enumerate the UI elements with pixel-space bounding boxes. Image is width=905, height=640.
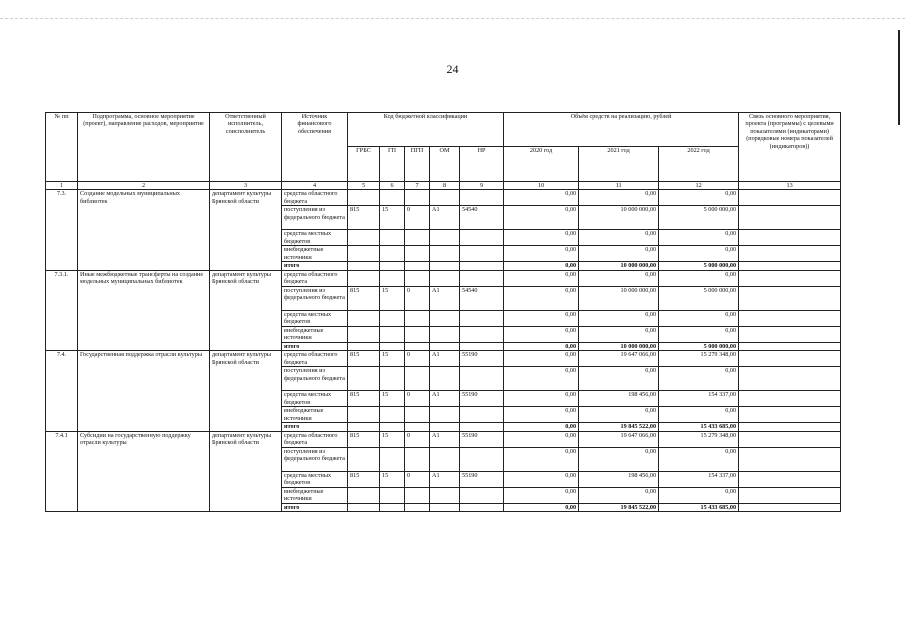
om-cell: A1	[430, 391, 460, 407]
column-number: 1	[46, 182, 78, 190]
header-2021: 2021 год	[579, 147, 659, 182]
header-source: Источник финансового обеспечения	[282, 113, 348, 182]
value-2020-cell: 0,00	[504, 230, 579, 246]
source-cell: внебюджетные источники	[282, 246, 348, 262]
scan-artifact-line	[0, 18, 905, 21]
grbs-cell	[348, 230, 380, 246]
header-program: Подпрограмма, основное мероприятие (проект), направление расходов, мероприятие	[78, 113, 210, 182]
value-2020-cell: 0,00	[504, 447, 579, 471]
value-2020-cell: 0,00	[504, 262, 579, 270]
value-2021-cell: 0,00	[579, 447, 659, 471]
grbs-cell	[348, 447, 380, 471]
om-cell	[430, 487, 460, 503]
gp-cell: 15	[380, 391, 405, 407]
pgp-cell	[405, 503, 430, 511]
value-2021-cell: 10 000 000,00	[579, 286, 659, 310]
column-number: 9	[460, 182, 504, 190]
value-2020-cell: 0,00	[504, 286, 579, 310]
value-2021-cell: 0,00	[579, 190, 659, 206]
grbs-cell: 815	[348, 206, 380, 230]
np-cell	[460, 342, 504, 350]
header-link: Связь основного мероприятия, проекта (программы) с целевыми показателями (индикаторами) (порядковые номера показателей (индикаторов))	[739, 113, 841, 182]
link-cell	[739, 447, 841, 471]
header-budget-code: Код бюджетной классификации	[348, 113, 504, 147]
header-no: № пп	[46, 113, 78, 182]
om-cell	[430, 270, 460, 286]
value-2020-cell: 0,00	[504, 326, 579, 342]
value-2021-cell: 0,00	[579, 326, 659, 342]
header-2022: 2022 год	[659, 147, 739, 182]
value-2021-cell: 0,00	[579, 367, 659, 391]
om-cell	[430, 342, 460, 350]
value-2021-cell: 0,00	[579, 246, 659, 262]
value-2020-cell: 0,00	[504, 431, 579, 447]
grbs-cell: 815	[348, 286, 380, 310]
executor-cell: департамент культуры Брянской области	[210, 351, 282, 431]
om-cell: A1	[430, 286, 460, 310]
om-cell	[430, 447, 460, 471]
table-body	[46, 190, 841, 512]
gp-cell	[380, 190, 405, 206]
pgp-cell	[405, 246, 430, 262]
gp-cell	[380, 407, 405, 423]
column-number: 7	[405, 182, 430, 190]
pgp-cell: 0	[405, 206, 430, 230]
link-cell	[739, 342, 841, 350]
value-2021-cell: 19 647 066,00	[579, 351, 659, 367]
source-cell: средства местных бюджетов	[282, 230, 348, 246]
source-cell: средства областного бюджета	[282, 190, 348, 206]
pgp-cell: 0	[405, 431, 430, 447]
grbs-cell: 815	[348, 471, 380, 487]
value-2022-cell: 0,00	[659, 246, 739, 262]
gp-cell: 15	[380, 286, 405, 310]
value-2020-cell: 0,00	[504, 342, 579, 350]
page-number: 24	[446, 62, 459, 76]
program-name-cell: Субсидии на государственную поддержку отрасли культуры	[78, 431, 210, 511]
column-number: 3	[210, 182, 282, 190]
gp-cell	[380, 326, 405, 342]
np-cell: 55190	[460, 391, 504, 407]
om-cell	[430, 246, 460, 262]
link-cell	[739, 190, 841, 206]
om-cell	[430, 407, 460, 423]
link-cell	[739, 471, 841, 487]
source-cell: итого	[282, 423, 348, 431]
executor-cell: департамент культуры Брянской области	[210, 270, 282, 350]
om-cell: A1	[430, 431, 460, 447]
source-cell: внебюджетные источники	[282, 326, 348, 342]
header-np: НР	[460, 147, 504, 182]
pgp-cell	[405, 262, 430, 270]
program-name-cell: Государственная поддержка отрасли культуры	[78, 351, 210, 431]
link-cell	[739, 206, 841, 230]
link-cell	[739, 286, 841, 310]
table-row	[46, 351, 841, 367]
grbs-cell	[348, 423, 380, 431]
gp-cell	[380, 487, 405, 503]
value-2022-cell: 15 279 348,00	[659, 351, 739, 367]
grbs-cell: 815	[348, 431, 380, 447]
om-cell	[430, 326, 460, 342]
np-cell: 54540	[460, 286, 504, 310]
table-row	[46, 270, 841, 286]
value-2021-cell: 0,00	[579, 407, 659, 423]
om-cell	[430, 230, 460, 246]
np-cell	[460, 326, 504, 342]
value-2022-cell: 0,00	[659, 367, 739, 391]
value-2022-cell: 5 000 000,00	[659, 262, 739, 270]
value-2022-cell: 0,00	[659, 407, 739, 423]
column-number: 2	[78, 182, 210, 190]
np-cell	[460, 447, 504, 471]
value-2022-cell: 15 433 685,00	[659, 503, 739, 511]
np-cell	[460, 423, 504, 431]
om-cell	[430, 367, 460, 391]
value-2022-cell: 0,00	[659, 230, 739, 246]
table-row	[46, 190, 841, 206]
source-cell: средства областного бюджета	[282, 351, 348, 367]
source-cell: средства местных бюджетов	[282, 391, 348, 407]
link-cell	[739, 391, 841, 407]
header-2020: 2020 год	[504, 147, 579, 182]
np-cell	[460, 190, 504, 206]
gp-cell	[380, 310, 405, 326]
value-2020-cell: 0,00	[504, 270, 579, 286]
source-cell: средства местных бюджетов	[282, 471, 348, 487]
source-cell: средства областного бюджета	[282, 431, 348, 447]
row-number-cell: 7.4.	[46, 351, 78, 431]
column-number: 12	[659, 182, 739, 190]
pgp-cell	[405, 342, 430, 350]
header-volume: Объём средств на реализацию, рублей	[504, 113, 739, 147]
value-2021-cell: 0,00	[579, 230, 659, 246]
source-cell: итого	[282, 503, 348, 511]
header-pgp: ПГП	[405, 147, 430, 182]
value-2022-cell: 0,00	[659, 270, 739, 286]
pgp-cell	[405, 230, 430, 246]
value-2020-cell: 0,00	[504, 206, 579, 230]
grbs-cell	[348, 407, 380, 423]
value-2021-cell: 10 000 000,00	[579, 342, 659, 350]
link-cell	[739, 270, 841, 286]
gp-cell	[380, 367, 405, 391]
pgp-cell	[405, 487, 430, 503]
link-cell	[739, 487, 841, 503]
link-cell	[739, 503, 841, 511]
np-cell	[460, 503, 504, 511]
value-2021-cell: 0,00	[579, 270, 659, 286]
header-executor: Ответственный исполнитель, соисполнитель	[210, 113, 282, 182]
gp-cell	[380, 246, 405, 262]
grbs-cell	[348, 246, 380, 262]
grbs-cell	[348, 270, 380, 286]
value-2022-cell: 0,00	[659, 326, 739, 342]
gp-cell	[380, 270, 405, 286]
grbs-cell: 815	[348, 391, 380, 407]
value-2021-cell: 198 456,00	[579, 391, 659, 407]
grbs-cell	[348, 487, 380, 503]
program-name-cell: Иные межбюджетные трансферты на создание модельных муниципальных библиотек	[78, 270, 210, 350]
grbs-cell	[348, 326, 380, 342]
source-cell: поступления из федерального бюджета	[282, 206, 348, 230]
value-2020-cell: 0,00	[504, 391, 579, 407]
value-2021-cell: 0,00	[579, 310, 659, 326]
source-cell: итого	[282, 342, 348, 350]
budget-table	[45, 112, 841, 512]
om-cell	[430, 310, 460, 326]
pgp-cell	[405, 423, 430, 431]
value-2020-cell: 0,00	[504, 310, 579, 326]
source-cell: поступления из федерального бюджета	[282, 367, 348, 391]
link-cell	[739, 351, 841, 367]
pgp-cell	[405, 190, 430, 206]
grbs-cell	[348, 310, 380, 326]
value-2022-cell: 0,00	[659, 310, 739, 326]
grbs-cell	[348, 503, 380, 511]
value-2022-cell: 0,00	[659, 447, 739, 471]
grbs-cell	[348, 367, 380, 391]
value-2021-cell: 198 456,00	[579, 471, 659, 487]
link-cell	[739, 230, 841, 246]
source-cell: внебюджетные источники	[282, 407, 348, 423]
np-cell	[460, 230, 504, 246]
gp-cell	[380, 447, 405, 471]
np-cell: 54540	[460, 206, 504, 230]
source-cell: поступления из федерального бюджета	[282, 447, 348, 471]
pgp-cell	[405, 447, 430, 471]
om-cell	[430, 262, 460, 270]
column-number: 10	[504, 182, 579, 190]
source-cell: поступления из федерального бюджета	[282, 286, 348, 310]
pgp-cell: 0	[405, 391, 430, 407]
grbs-cell	[348, 190, 380, 206]
header-gp: ГП	[380, 147, 405, 182]
gp-cell: 15	[380, 471, 405, 487]
value-2021-cell: 19 845 522,00	[579, 503, 659, 511]
value-2020-cell: 0,00	[504, 407, 579, 423]
value-2020-cell: 0,00	[504, 471, 579, 487]
np-cell: 55190	[460, 431, 504, 447]
gp-cell	[380, 423, 405, 431]
value-2022-cell: 15 279 348,00	[659, 431, 739, 447]
np-cell	[460, 270, 504, 286]
gp-cell: 15	[380, 431, 405, 447]
gp-cell: 15	[380, 206, 405, 230]
link-cell	[739, 262, 841, 270]
pgp-cell	[405, 270, 430, 286]
value-2020-cell: 0,00	[504, 487, 579, 503]
value-2021-cell: 10 000 000,00	[579, 262, 659, 270]
pgp-cell: 0	[405, 351, 430, 367]
om-cell: A1	[430, 351, 460, 367]
pgp-cell	[405, 407, 430, 423]
scan-edge-mark	[898, 30, 900, 125]
value-2022-cell: 154 337,00	[659, 391, 739, 407]
table-row	[46, 431, 841, 447]
row-number-cell: 7.3.	[46, 190, 78, 270]
value-2022-cell: 5 000 000,00	[659, 342, 739, 350]
gp-cell	[380, 230, 405, 246]
value-2020-cell: 0,00	[504, 423, 579, 431]
pgp-cell	[405, 367, 430, 391]
value-2021-cell: 0,00	[579, 487, 659, 503]
gp-cell	[380, 262, 405, 270]
value-2022-cell: 0,00	[659, 487, 739, 503]
np-cell	[460, 246, 504, 262]
column-number: 11	[579, 182, 659, 190]
gp-cell	[380, 503, 405, 511]
column-number: 8	[430, 182, 460, 190]
pgp-cell	[405, 326, 430, 342]
np-cell: 55190	[460, 351, 504, 367]
om-cell	[430, 503, 460, 511]
value-2020-cell: 0,00	[504, 351, 579, 367]
om-cell	[430, 423, 460, 431]
link-cell	[739, 326, 841, 342]
value-2022-cell: 5 000 000,00	[659, 286, 739, 310]
column-number: 6	[380, 182, 405, 190]
value-2021-cell: 19 647 066,00	[579, 431, 659, 447]
header-om: ОМ	[430, 147, 460, 182]
np-cell: 55190	[460, 471, 504, 487]
source-cell: внебюджетные источники	[282, 487, 348, 503]
np-cell	[460, 367, 504, 391]
gp-cell: 15	[380, 351, 405, 367]
om-cell: A1	[430, 471, 460, 487]
value-2020-cell: 0,00	[504, 190, 579, 206]
om-cell: A1	[430, 206, 460, 230]
value-2022-cell: 15 433 685,00	[659, 423, 739, 431]
value-2021-cell: 19 845 522,00	[579, 423, 659, 431]
om-cell	[430, 190, 460, 206]
np-cell	[460, 310, 504, 326]
pgp-cell	[405, 310, 430, 326]
link-cell	[739, 423, 841, 431]
np-cell	[460, 487, 504, 503]
link-cell	[739, 431, 841, 447]
gp-cell	[380, 342, 405, 350]
executor-cell: департамент культуры Брянской области	[210, 190, 282, 270]
np-cell	[460, 407, 504, 423]
header-grbs: ГРБС	[348, 147, 380, 182]
program-name-cell: Создание модельных муниципальных библиотек	[78, 190, 210, 270]
row-number-cell: 7.3.1.	[46, 270, 78, 350]
grbs-cell	[348, 262, 380, 270]
source-cell: средства областного бюджета	[282, 270, 348, 286]
value-2020-cell: 0,00	[504, 503, 579, 511]
source-cell: итого	[282, 262, 348, 270]
column-number: 5	[348, 182, 380, 190]
value-2022-cell: 5 000 000,00	[659, 206, 739, 230]
value-2022-cell: 0,00	[659, 190, 739, 206]
column-number-row	[46, 182, 841, 190]
value-2022-cell: 154 337,00	[659, 471, 739, 487]
value-2021-cell: 10 000 000,00	[579, 206, 659, 230]
pgp-cell: 0	[405, 471, 430, 487]
row-number-cell: 7.4.1	[46, 431, 78, 511]
value-2020-cell: 0,00	[504, 246, 579, 262]
link-cell	[739, 246, 841, 262]
grbs-cell: 815	[348, 351, 380, 367]
source-cell: средства местных бюджетов	[282, 310, 348, 326]
column-number: 13	[739, 182, 841, 190]
np-cell	[460, 262, 504, 270]
pgp-cell: 0	[405, 286, 430, 310]
link-cell	[739, 310, 841, 326]
link-cell	[739, 367, 841, 391]
column-number: 4	[282, 182, 348, 190]
executor-cell: департамент культуры Брянской области	[210, 431, 282, 511]
value-2020-cell: 0,00	[504, 367, 579, 391]
grbs-cell	[348, 342, 380, 350]
link-cell	[739, 407, 841, 423]
